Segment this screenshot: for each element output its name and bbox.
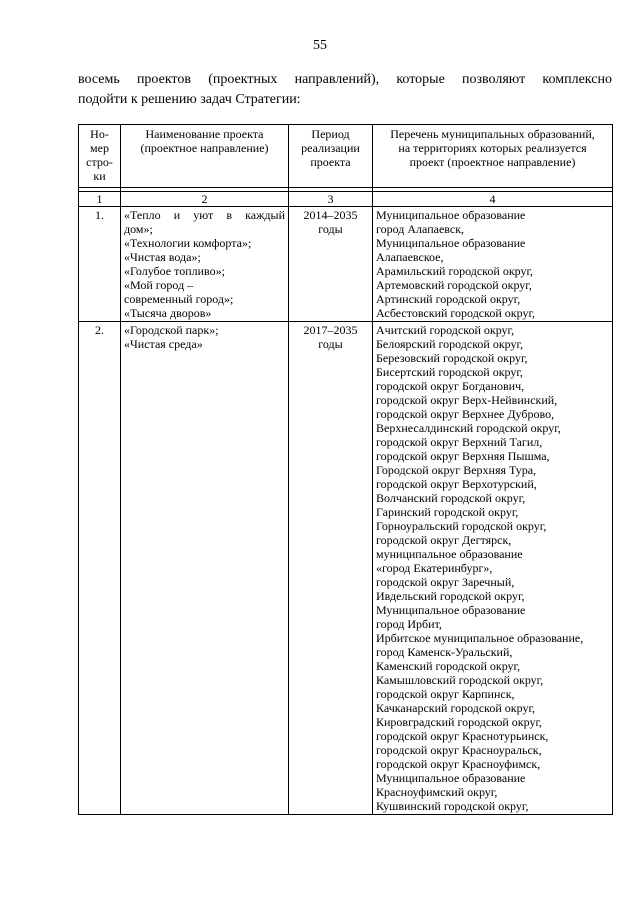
project-names xyxy=(121,322,289,815)
municipality-line: город Каменск-Уральский, xyxy=(376,645,513,659)
municipality-line: Верхнесалдинский городской округ, xyxy=(376,421,561,435)
project-name-line: «Тысяча дворов» xyxy=(124,306,212,320)
municipality-line: Камышловский городской округ, xyxy=(376,673,544,687)
header-line: Наименование проекта xyxy=(145,127,264,141)
intro-word: проектов xyxy=(136,72,191,87)
municipality-line: «город Екатеринбург», xyxy=(376,561,493,575)
project-names xyxy=(121,207,289,322)
row-number: 1. xyxy=(79,207,121,322)
header-period xyxy=(289,125,373,188)
intro-line-2: подойти к решению задач Стратегии: xyxy=(78,92,301,107)
municipality-line: Гаринский городской округ, xyxy=(376,505,519,519)
header-line: реализации xyxy=(301,141,360,155)
municipality-line: городской округ Верхний Тагил, xyxy=(376,435,543,449)
project-word: и xyxy=(173,208,181,222)
project-name-line: дом»; xyxy=(124,222,153,236)
municipality-line: Ивдельский городской округ, xyxy=(376,589,525,603)
project-name-line: «Мой город – xyxy=(124,278,194,292)
project-word: «Тепло xyxy=(124,208,161,222)
municipality-line: Артемовский городской округ, xyxy=(376,278,532,292)
municipality-line: Красноуфимский округ, xyxy=(376,785,498,799)
header-row-number xyxy=(79,125,121,188)
municipality-line: городской округ Верх-Нейвинский, xyxy=(376,393,558,407)
row-number: 2. xyxy=(79,322,121,815)
intro-word: комплексно xyxy=(542,72,612,87)
intro-word: которые xyxy=(396,72,445,87)
municipality-line: Городской округ Верхняя Тура, xyxy=(376,463,537,477)
municipality-line: городской округ Верхотурский, xyxy=(376,477,537,491)
header-line: ки xyxy=(93,169,106,183)
project-name-line: «Голубое топливо»; xyxy=(124,264,225,278)
municipality-line: Качканарский городской округ, xyxy=(376,701,536,715)
project-word: в xyxy=(226,208,233,222)
project-period xyxy=(289,322,373,815)
municipality-line: городской округ Дегтярск, xyxy=(376,533,512,547)
project-word: каждый xyxy=(245,208,285,222)
municipality-line: городской округ Краснотурьинск, xyxy=(376,729,549,743)
municipality-line: Ачитский городской округ, xyxy=(376,323,515,337)
project-name-line: современный город»; xyxy=(124,292,234,306)
column-number: 2 xyxy=(121,192,289,207)
municipality-line: Муниципальное образование xyxy=(376,208,526,222)
project-name-line: «Городской парк»; xyxy=(124,323,219,337)
municipality-line: муниципальное образование xyxy=(376,547,523,561)
municipality-line: Артинский городской округ, xyxy=(376,292,521,306)
table-row xyxy=(79,207,613,322)
municipality-line: Асбестовский городской округ, xyxy=(376,306,536,320)
municipality-line: Муниципальное образование xyxy=(376,236,526,250)
projects-table xyxy=(78,124,613,815)
header-line: на территориях которых реализуется xyxy=(398,141,587,155)
municipalities-list xyxy=(373,207,613,322)
intro-paragraph xyxy=(78,70,612,110)
intro-word: (проектных xyxy=(208,72,278,87)
project-name-line: «Технологии комфорта»; xyxy=(124,236,252,250)
municipality-line: Кушвинский городской округ, xyxy=(376,799,529,813)
header-line: стро- xyxy=(86,155,113,169)
column-number: 4 xyxy=(373,192,613,207)
municipality-line: город Ирбит, xyxy=(376,617,442,631)
intro-word: восемь xyxy=(78,72,120,87)
header-line: Период xyxy=(311,127,350,141)
project-name-line: «Чистая вода»; xyxy=(124,250,201,264)
header-line: проекта xyxy=(310,155,351,169)
municipality-line: городской округ Красноуральск, xyxy=(376,743,542,757)
municipality-line: Бисертский городской округ, xyxy=(376,365,523,379)
municipality-line: Кировградский городской округ, xyxy=(376,715,543,729)
municipality-line: Муниципальное образование xyxy=(376,603,526,617)
municipality-line: Волчанский городской округ, xyxy=(376,491,526,505)
intro-word: позволяют xyxy=(462,72,526,87)
municipality-line: городской округ Верхняя Пышма, xyxy=(376,449,550,463)
header-project-name xyxy=(121,125,289,188)
intro-word: направлений), xyxy=(294,72,380,87)
period-line: 2014–2035 xyxy=(303,208,358,222)
municipality-line: городской округ Верхнее Дуброво, xyxy=(376,407,555,421)
header-line: мер xyxy=(90,141,109,155)
header-line: (проектное направление) xyxy=(140,141,269,155)
column-numbers-row xyxy=(79,192,613,207)
municipality-line: Арамильский городской округ, xyxy=(376,264,534,278)
column-number: 3 xyxy=(289,192,373,207)
page-number: 55 xyxy=(313,38,327,53)
period-line: годы xyxy=(318,222,343,236)
header-line: проект (проектное направление) xyxy=(409,155,576,169)
municipality-line: городской округ Красноуфимск, xyxy=(376,757,541,771)
municipality-line: Алапаевское, xyxy=(376,250,444,264)
header-line: Но- xyxy=(90,127,109,141)
municipality-line: Каменский городской округ, xyxy=(376,659,521,673)
header-line: Перечень муниципальных образований, xyxy=(390,127,595,141)
project-name-line xyxy=(124,208,285,222)
municipality-line: городской округ Богданович, xyxy=(376,379,525,393)
project-period xyxy=(289,207,373,322)
municipality-line: город Алапаевск, xyxy=(376,222,465,236)
column-number: 1 xyxy=(79,192,121,207)
project-name-line: «Чистая среда» xyxy=(124,337,203,351)
project-word: уют xyxy=(193,208,214,222)
period-line: годы xyxy=(318,337,343,351)
municipality-line: Ирбитское муниципальное образование, xyxy=(376,631,584,645)
period-line: 2017–2035 xyxy=(303,323,358,337)
header-municipalities xyxy=(373,125,613,188)
municipality-line: городской округ Заречный, xyxy=(376,575,515,589)
municipality-line: Горноуральский городской округ, xyxy=(376,519,547,533)
municipalities-list xyxy=(373,322,613,815)
municipality-line: Белоярский городской округ, xyxy=(376,337,524,351)
municipality-line: Березовский городской округ, xyxy=(376,351,528,365)
intro-line-1 xyxy=(78,70,612,90)
table-row xyxy=(79,322,613,815)
municipality-line: Муниципальное образование xyxy=(376,771,526,785)
municipality-line: городской округ Карпинск, xyxy=(376,687,515,701)
table-header-row xyxy=(79,125,613,188)
